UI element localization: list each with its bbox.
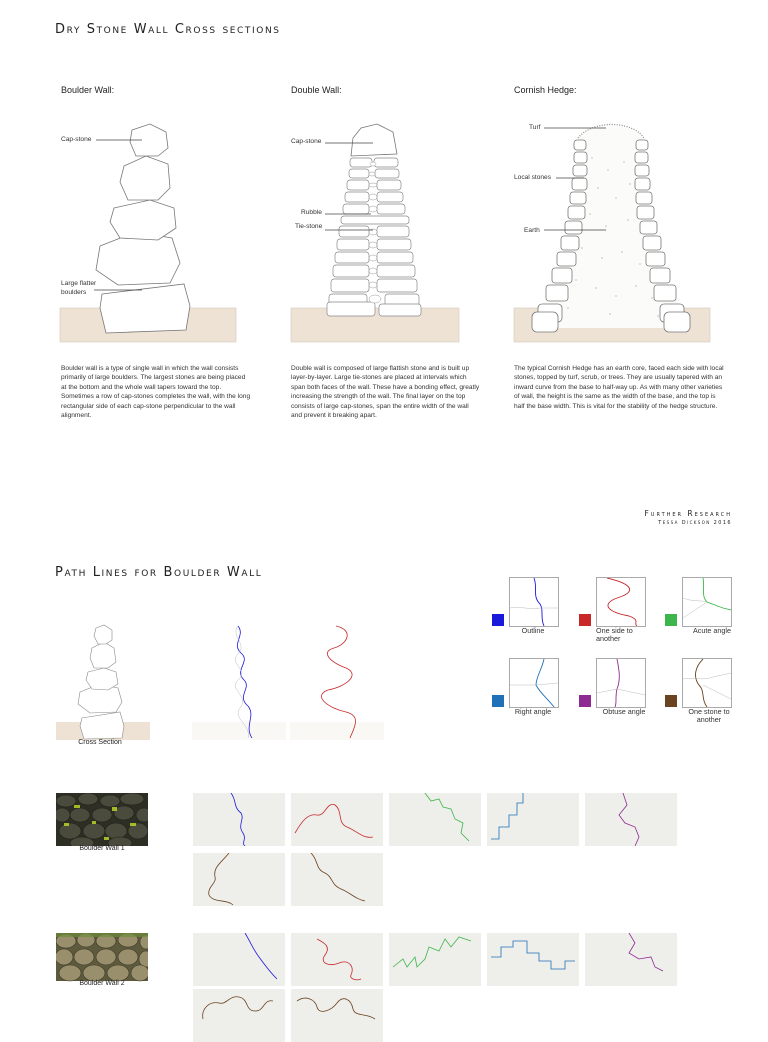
bw2-obtuse-path (585, 933, 677, 986)
legend-box-outline (509, 577, 559, 627)
cornish-turf-callout: Turf (529, 124, 541, 131)
legend-swatch-acute (665, 614, 677, 626)
legend-box-acute (682, 577, 732, 627)
outline-path-drawing (192, 622, 288, 742)
bw1-right-path (487, 793, 579, 846)
bw1-obtuse-path (585, 793, 677, 846)
boulder-wall-heading: Boulder Wall: (61, 85, 115, 95)
bw2-stone-path-a (193, 989, 285, 1042)
legend-swatch-one-side (579, 614, 591, 626)
legend-label-obtuse: Obtuse angle (602, 707, 646, 716)
legend-label-outline: Outline (521, 626, 545, 635)
further-research-heading: Further Research (644, 509, 732, 518)
bw2-side-path (291, 933, 383, 986)
legend-swatch-stone (665, 695, 677, 707)
bw1-side-path (291, 793, 383, 846)
cornish-local-stones-callout: Local stones (514, 174, 552, 181)
path-lines-title: Path Lines for Boulder Wall (55, 565, 263, 580)
double-rubble-callout: Rubble (301, 209, 322, 216)
bw1-stone-path-a (193, 853, 285, 906)
legend-label-right: Right angle (514, 707, 552, 716)
bw2-right-path (487, 933, 579, 986)
legend-label-stone: One stone to another (688, 707, 730, 724)
bw1-acute-path (389, 793, 481, 846)
legend-box-one-side (596, 577, 646, 627)
boulder-wall-1-label: Boulder Wall 1 (79, 845, 125, 852)
bw2-outline-path (193, 933, 285, 986)
cornish-hedge-heading: Cornish Hedge: (514, 85, 577, 95)
double-wall-heading: Double Wall: (291, 85, 342, 95)
cross-section-label: Cross Section (78, 739, 122, 746)
boulder-wall-description: Boulder wall is a type of single wall in which the wall consists primarily of large boulders. The largest stones are being placed at the bottom and the whole wall tapers toward the top. Sometimes a row of cap-stones completes the wall, with the long rectangular side of each cap-stone perpendicular to the wall alignment. (61, 365, 251, 420)
legend-box-obtuse (596, 658, 646, 708)
boulder-wall-diagram (58, 118, 240, 344)
double-capstone-callout: Cap-stone (291, 138, 322, 145)
cross-section-diagram (56, 622, 150, 742)
bw2-acute-path (389, 933, 481, 986)
cornish-hedge-diagram (512, 118, 712, 344)
legend-swatch-right (492, 695, 504, 707)
legend-label-acute: Acute angle (693, 626, 731, 635)
double-tiestone-callout: Tie-stone (295, 223, 323, 230)
cornish-hedge-description: The typical Cornish Hedge has an earth core, faced each side with local stones, topped by turf, scrub, or trees. They are usually tapered with an inward curve from the base to half-way up. As with many other varieties of wall, the height is the same as the width of the base, and the top is half the base width. This is vital for the stability of the hedge structure. (514, 365, 724, 410)
side-path-drawing (290, 622, 386, 742)
double-wall-diagram (289, 118, 461, 344)
author-credit: Tessa Dickson 2016 (658, 520, 732, 526)
boulder-capstone-callout: Cap-stone (61, 136, 92, 143)
boulder-flat-boulders-callout: Large flatter boulders (61, 280, 97, 296)
boulder-wall-2-label: Boulder Wall 2 (79, 980, 125, 987)
legend-swatch-outline (492, 614, 504, 626)
legend-label-one-side: One side to another (596, 626, 633, 643)
cornish-earth-callout: Earth (524, 227, 540, 234)
legend-box-right (509, 658, 559, 708)
legend-swatch-obtuse (579, 695, 591, 707)
page-title: Dry Stone Wall Cross sections (55, 22, 281, 37)
bw1-outline-path (193, 793, 285, 846)
double-wall-description: Double wall is composed of large flattish stone and is built up layer-by-layer. Large tie-stones are placed at intervals which span both faces of the wall. These have a bonding effect, greatly increasing the strength of the wall. The final layer on the top consists of large cap-stones, span the entire width of the wall and prevent it breaking apart. (291, 365, 480, 420)
boulder-wall-2-photo (56, 933, 148, 986)
boulder-wall-1-photo (56, 793, 148, 846)
legend-box-stone (682, 658, 732, 708)
bw2-stone-path-b (291, 989, 383, 1042)
bw1-stone-path-b (291, 853, 383, 906)
